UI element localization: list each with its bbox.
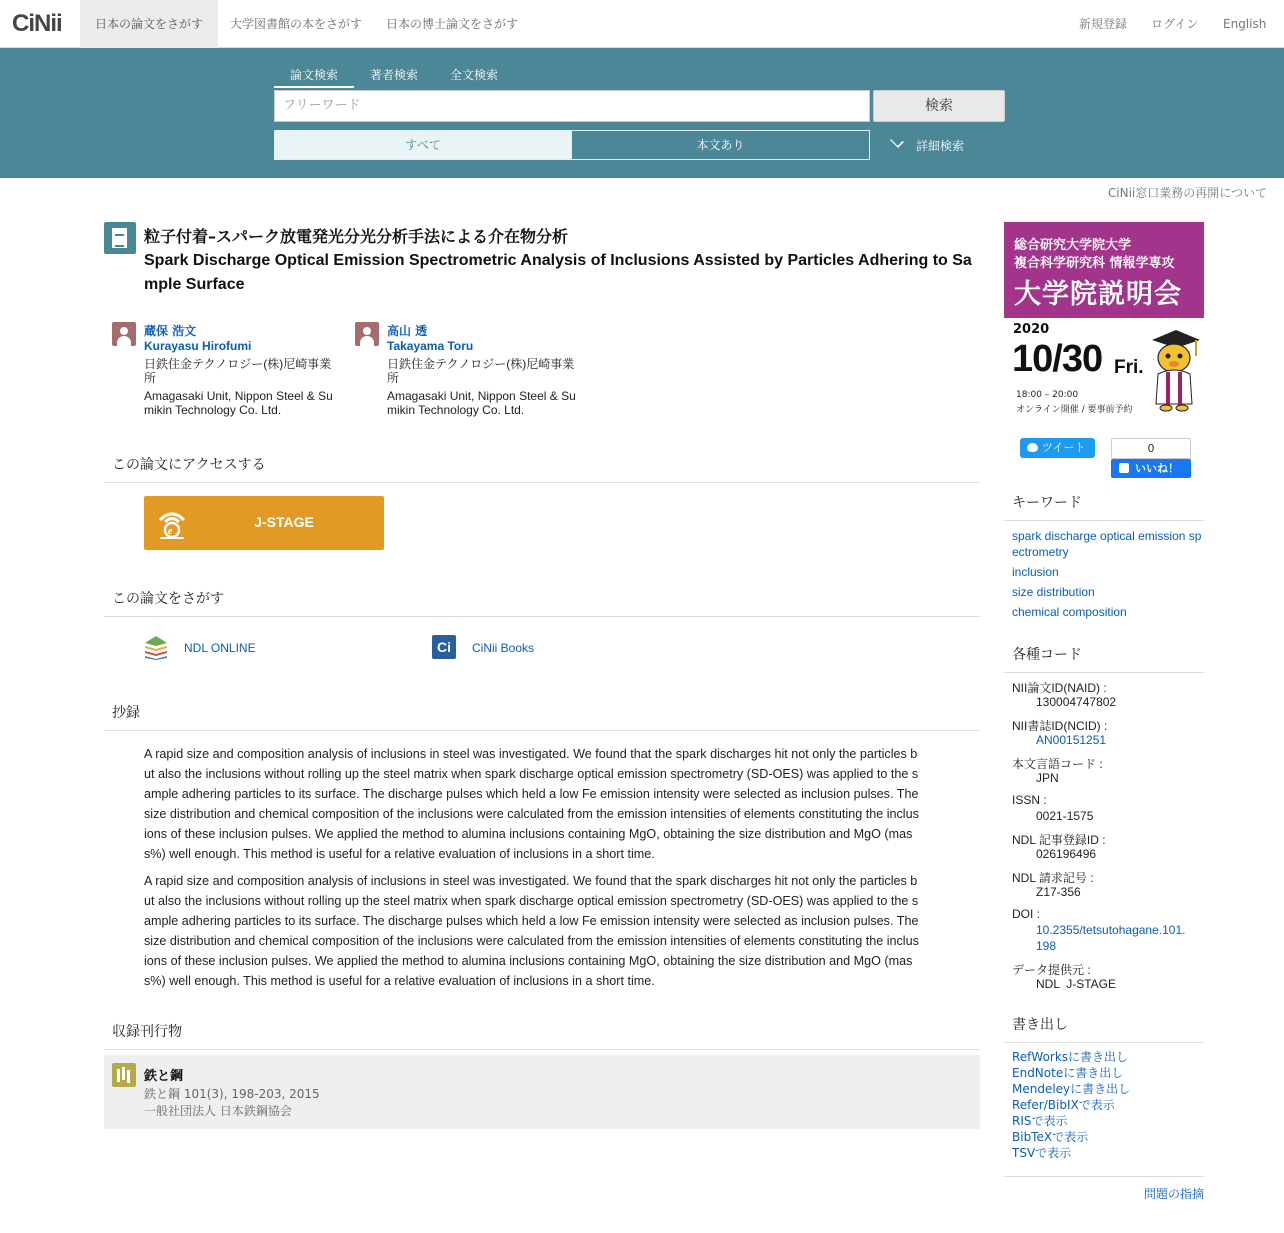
export-heading: 書き出し	[1004, 1014, 1204, 1043]
chevron-down-icon	[890, 134, 904, 148]
code-label: データ提供元 :	[1012, 963, 1091, 977]
like-count: 0	[1111, 438, 1191, 459]
journal-volume-info: 鉄と鋼 101(3), 198-203, 2015	[144, 1087, 320, 1101]
keywords-heading: キーワード	[1004, 492, 1204, 521]
tab-doctoral-dissertations[interactable]: 日本の博士論文をさがす	[386, 17, 519, 31]
banner-line-2: 複合科学研究科 情報学専攻	[1014, 256, 1175, 271]
export-endnote-link[interactable]: EndNoteに書き出し	[1012, 1066, 1124, 1080]
tab-university-library-books[interactable]: 大学図書館の本をさがす	[230, 17, 363, 31]
jstage-button[interactable]	[144, 496, 384, 550]
tweet-button[interactable]	[1020, 438, 1095, 458]
register-link[interactable]: 新規登録	[1079, 17, 1128, 31]
mascot-illustration	[1146, 326, 1202, 412]
tab-japanese-articles[interactable]: 日本の論文をさがす	[80, 0, 218, 48]
cinii-books-icon: Ci	[432, 635, 456, 659]
advanced-search-label: 詳細検索	[916, 139, 965, 153]
ndl-online-link[interactable]: NDL ONLINE	[184, 641, 256, 655]
filter-all-toggle[interactable]: すべて	[274, 130, 572, 160]
code-value: 130004747802	[1036, 695, 1117, 709]
author-card	[144, 322, 344, 417]
journal-info	[144, 1086, 320, 1120]
tweet-label: ツイート	[1042, 441, 1086, 454]
report-problem-link[interactable]: 問題の指摘	[1143, 1187, 1204, 1201]
export-tsv-link[interactable]: TSVで表示	[1012, 1146, 1072, 1160]
author-avatar-icon	[355, 322, 379, 346]
code-value: NDL J-STAGE	[1036, 977, 1117, 991]
advanced-search-toggle[interactable]	[890, 134, 964, 154]
search-this-section-heading: この論文をさがす	[104, 588, 980, 617]
keyword-link[interactable]: size distribution	[1012, 585, 1095, 599]
article-title-ja: 粒子付着–スパーク放電発光分光分析手法による介在物分析	[144, 227, 569, 246]
banner-year: 2020	[1013, 322, 1050, 337]
author-affiliation-en: Amagasaki Unit, Nippon Steel & Sumikin Technology Co. Ltd.	[387, 389, 576, 417]
journal-publisher: 一般社団法人 日本鉄鋼協会	[144, 1104, 292, 1118]
english-link[interactable]: English	[1223, 17, 1267, 31]
keyword-link[interactable]: spark discharge optical emission spectrometry	[1012, 529, 1202, 559]
twitter-bird-icon	[1027, 443, 1038, 452]
code-value: Z17-356	[1036, 885, 1081, 899]
author-avatar-icon	[112, 322, 136, 346]
export-mendeley-link[interactable]: Mendeleyに書き出し	[1012, 1082, 1131, 1096]
banner-day: Fri.	[1114, 357, 1144, 378]
abstract-section-heading: 抄録	[104, 702, 980, 731]
journal-card[interactable]	[104, 1055, 980, 1129]
keyword-link[interactable]: inclusion	[1012, 565, 1059, 579]
document-icon	[104, 222, 136, 254]
tab-fulltext-search[interactable]: 全文検索	[450, 68, 499, 82]
ncid-link[interactable]: AN00151251	[1036, 733, 1107, 747]
code-value: 026196496	[1036, 847, 1097, 861]
doi-link[interactable]: 10.2355/tetsutohagane.101.198	[1036, 923, 1186, 953]
journal-name[interactable]: 鉄と鋼	[144, 1069, 184, 1084]
banner-header	[1004, 222, 1204, 318]
journal-icon	[112, 1063, 136, 1087]
search-panel	[0, 48, 1284, 178]
jstage-label: J-STAGE	[254, 514, 314, 530]
svg-text:e: e	[168, 526, 173, 537]
keyword-link[interactable]: chemical composition	[1012, 605, 1127, 619]
tab-author-search[interactable]: 著者検索	[370, 68, 419, 82]
export-bibtex-link[interactable]: BibTeXで表示	[1012, 1130, 1089, 1144]
search-input[interactable]: フリーワード	[274, 90, 870, 122]
banner-time: 18:00 – 20:00	[1016, 390, 1079, 400]
cinii-logo[interactable]: CiNii	[12, 10, 62, 37]
export-refer-link[interactable]: Refer/BibIXで表示	[1012, 1098, 1115, 1112]
code-label: DOI :	[1012, 907, 1041, 921]
code-label: NII書誌ID(NCID) :	[1012, 719, 1108, 733]
code-value: JPN	[1036, 771, 1059, 785]
banner-line-1: 総合研究大学院大学	[1014, 238, 1132, 253]
banner-note: オンライン開催 / 要事前予約	[1016, 405, 1133, 415]
author-affiliation-en: Amagasaki Unit, Nippon Steel & Sumikin Technology Co. Ltd.	[144, 389, 333, 417]
search-button[interactable]: 検索	[873, 90, 1005, 122]
author-name-en[interactable]: Kurayasu Hirofumi	[144, 339, 252, 353]
top-navigation	[0, 0, 1284, 48]
code-label: ISSN :	[1012, 793, 1047, 807]
author-affiliation-ja: 日鉄住金テクノロジー(株)尼崎事業所	[387, 357, 575, 385]
banner-line-3: 大学院説明会	[1014, 279, 1182, 310]
abstract-paragraph: A rapid size and composition analysis of inclusions in steel was investigated. We found that the spark discharges hit not only the particles but also the inclusions without rolling up the steel matrix when spark discharge optical emission spectrometry (SD-OES) was applied to the sample adhering particles to its surface. The discharge pulses which held a low Fe emission intensity were selected as inclusion pulses. The size distribution and chemical composition of the inclusions were calculated from the emission intensities of elements constituting the inclusions of these inclusion pulses. We applied the method to alumina inclusions containing MgO, obtaining the size distribution and MgO (mass%) well enough. This method is useful for a relative evaluation of inclusions in a short time.	[144, 747, 919, 861]
banner-date: 10/30	[1012, 338, 1103, 380]
sidebar-divider	[1004, 1176, 1204, 1177]
author-name-ja[interactable]: 高山 透	[387, 324, 428, 338]
export-ris-link[interactable]: RISで表示	[1012, 1114, 1068, 1128]
code-label: NII論文ID(NAID) :	[1012, 681, 1107, 695]
article-title-en: Spark Discharge Optical Emission Spectrometric Analysis of Inclusions Assisted by Particles Adhering to Sample Surface	[144, 252, 972, 293]
tab-article-search[interactable]: 論文検索	[274, 66, 354, 88]
like-button[interactable]	[1111, 459, 1191, 478]
event-banner[interactable]	[1004, 222, 1204, 418]
ndl-online-icon	[144, 634, 168, 660]
code-value: 0021-1575	[1036, 809, 1094, 823]
thumbs-up-icon	[1119, 463, 1129, 473]
service-notice-link[interactable]: CiNii窓口業務の再開について	[1107, 186, 1267, 200]
codes-heading: 各種コード	[1004, 644, 1204, 673]
facebook-like-widget[interactable]	[1111, 438, 1191, 478]
access-section-heading: この論文にアクセスする	[104, 454, 980, 483]
cinii-books-link[interactable]: CiNii Books	[472, 641, 535, 655]
export-refworks-link[interactable]: RefWorksに書き出し	[1012, 1050, 1129, 1064]
abstract-paragraph: A rapid size and composition analysis of inclusions in steel was investigated. We found that the spark discharges hit not only the particles but also the inclusions without rolling up the steel matrix when spark discharge optical emission spectrometry (SD-OES) was applied to the sample adhering particles to its surface. The discharge pulses which held a low Fe emission intensity were selected as inclusion pulses. The size distribution and chemical composition of the inclusions were calculated from the emission intensities of elements constituting the inclusions of these inclusion pulses. We applied the method to alumina inclusions containing MgO, obtaining the size distribution and MgO (mass%) well enough. This method is useful for a relative evaluation of inclusions in a short time.	[144, 874, 919, 988]
login-link[interactable]: ログイン	[1151, 17, 1199, 31]
journal-section-heading: 収録刊行物	[104, 1021, 980, 1050]
author-name-ja[interactable]: 蔵保 浩文	[144, 324, 197, 338]
like-label: いいね！	[1135, 462, 1179, 475]
author-card	[387, 322, 587, 417]
author-name-en[interactable]: Takayama Toru	[387, 339, 474, 353]
code-label: NDL 請求記号 :	[1012, 871, 1094, 885]
filter-fulltext-toggle[interactable]: 本文あり	[571, 130, 870, 160]
code-label: NDL 記事登録ID :	[1012, 833, 1106, 847]
author-affiliation-ja: 日鉄住金テクノロジー(株)尼崎事業所	[144, 357, 332, 385]
code-label: 本文言語コード :	[1012, 757, 1103, 771]
